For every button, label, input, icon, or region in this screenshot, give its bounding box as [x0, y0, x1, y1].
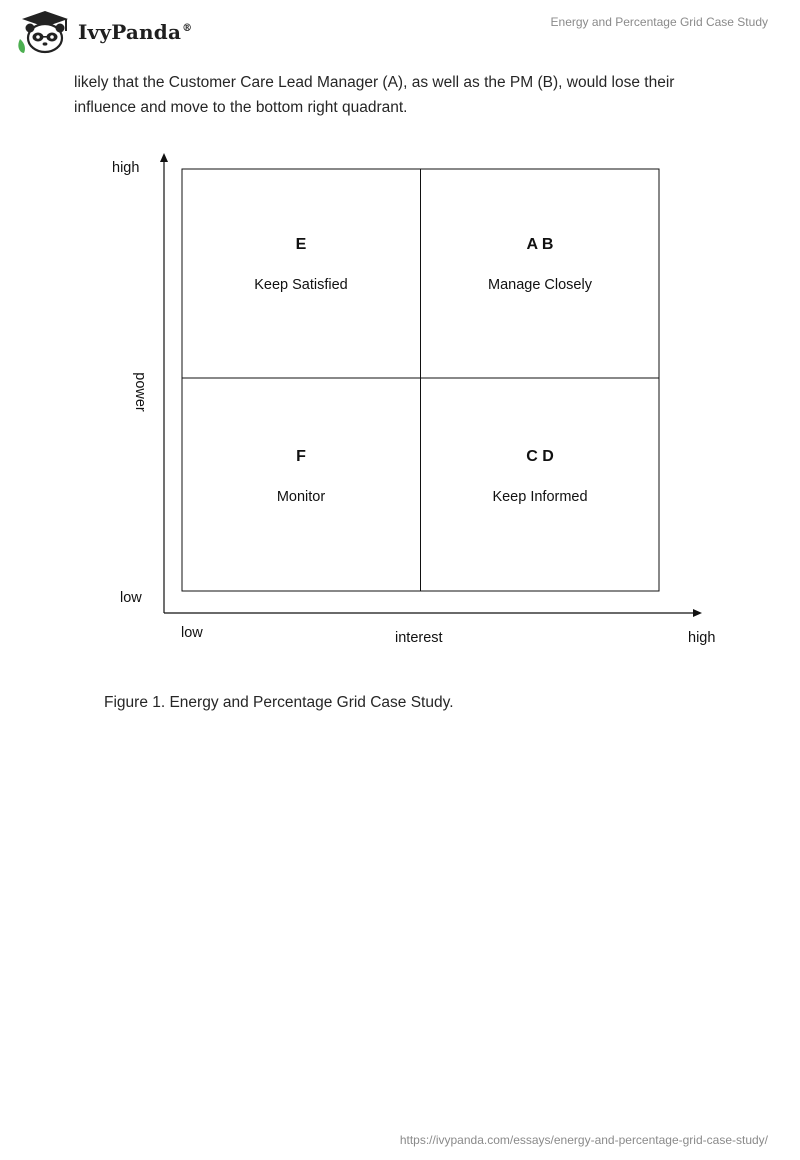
quadrant-bottom-right-letters: C D	[526, 448, 554, 465]
logo-wordmark: IvyPanda®	[78, 20, 193, 44]
quadrant-top-left-name: Keep Satisfied	[254, 277, 348, 293]
x-axis-low-label: low	[181, 625, 203, 641]
panda-graduate-icon	[14, 9, 76, 55]
quadrant-top-right-letters: A B	[526, 236, 554, 253]
quadrant-bottom-right-name: Keep Informed	[492, 489, 588, 505]
x-axis-high-label: high	[688, 630, 716, 646]
document-title: Energy and Percentage Grid Case Study	[550, 15, 768, 29]
ivypanda-logo[interactable]	[14, 8, 204, 56]
figure-caption: Figure 1. Energy and Percentage Grid Case Study.	[104, 694, 454, 711]
footer-url[interactable]: https://ivypanda.com/essays/energy-and-percentage-grid-case-study/	[399, 1133, 768, 1147]
page-header	[0, 0, 800, 60]
arrow-up-icon	[160, 153, 168, 162]
y-axis-high-label: high	[112, 160, 140, 176]
arrow-right-icon	[693, 609, 702, 617]
quadrant-top-left-letters: E	[295, 236, 307, 253]
quadrant-bottom-left-letters: F	[296, 448, 306, 465]
quadrant-top-right-name: Manage Closely	[488, 277, 592, 293]
x-axis-title: interest	[395, 630, 443, 646]
body-paragraph: likely that the Customer Care Lead Manager (A), as well as the PM (B), would lose their influence and move to the bottom right quadrant.	[74, 74, 675, 116]
y-axis-low-label: low	[120, 590, 142, 606]
power-interest-grid-figure	[0, 140, 800, 670]
y-axis-title: power	[132, 372, 148, 412]
quadrant-bottom-left-name: Monitor	[276, 489, 326, 505]
